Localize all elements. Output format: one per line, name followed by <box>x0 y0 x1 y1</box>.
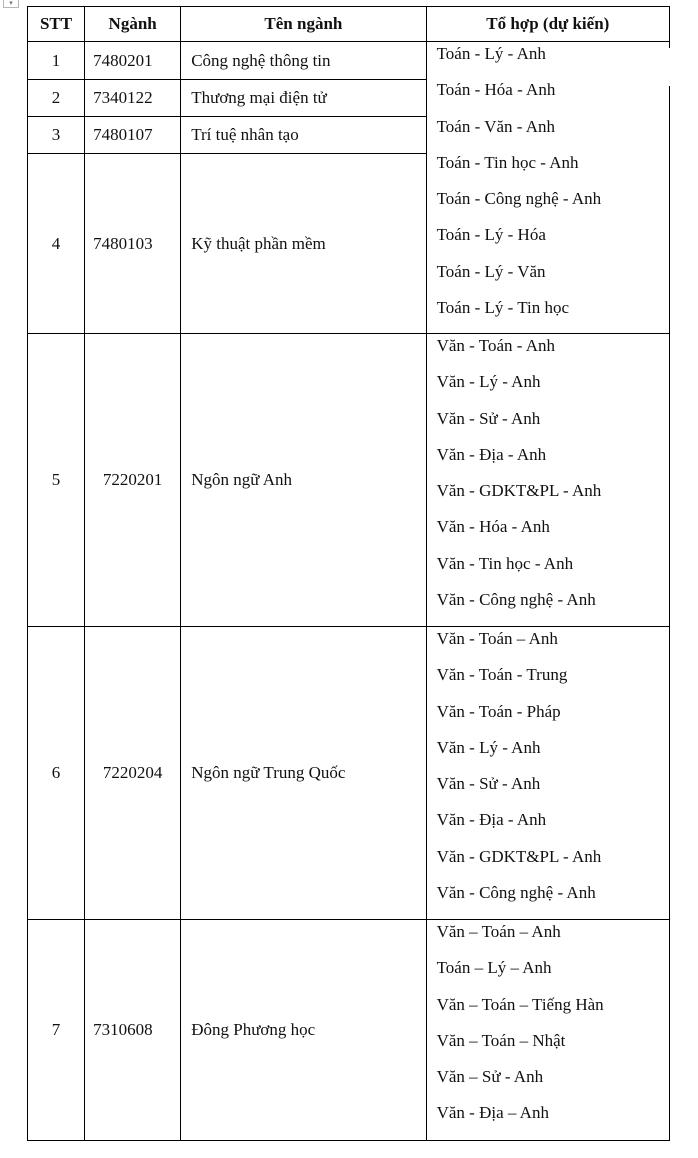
border-gap <box>668 48 672 86</box>
combo-item: Toán - Văn - Anh <box>436 116 556 136</box>
combo-item: Toán - Lý - Văn <box>436 261 546 281</box>
combo-item: Văn - GDKT&PL - Anh <box>436 846 602 866</box>
header-stt: STT <box>28 7 85 42</box>
combo-item: Văn - Công nghệ - Anh <box>436 883 596 903</box>
header-code: Ngành <box>85 7 181 42</box>
row-stt: 4 <box>28 154 85 334</box>
row-code: 7310608 <box>85 920 181 1141</box>
row-name: Đông Phương học <box>181 920 426 1141</box>
row-code: 7340122 <box>85 80 181 117</box>
row-name: Công nghệ thông tin <box>181 42 426 80</box>
combo-item: Văn - Toán - Anh <box>436 336 556 355</box>
combo-item: Văn - Tin học - Anh <box>436 553 574 573</box>
combo-item: Văn - Toán - Pháp <box>436 701 561 721</box>
row-stt: 5 <box>28 334 85 627</box>
row-code: 7480103 <box>85 154 181 334</box>
admission-table <box>27 6 670 1141</box>
combo-item: Toán - Lý - Tin học <box>436 298 570 318</box>
combo-item: Toán - Công nghệ - Anh <box>436 189 602 209</box>
row-stt: 2 <box>28 80 85 117</box>
table-move-handle-icon[interactable]: ▾ <box>3 0 19 8</box>
combo-item: Văn - Sử - Anh <box>436 408 541 428</box>
row-code: 7480201 <box>85 42 181 80</box>
combo-item: Văn – Sử - Anh <box>436 1067 544 1087</box>
combo-item: Văn – Toán – Nhật <box>436 1030 566 1050</box>
header-name: Tên ngành <box>181 7 426 42</box>
row-code: 7220204 <box>85 627 181 920</box>
table-row <box>28 42 670 80</box>
row-code: 7220201 <box>85 334 181 627</box>
row-name: Trí tuệ nhân tạo <box>181 117 426 154</box>
combo-item: Văn - Toán – Anh <box>436 629 558 648</box>
combo-item: Văn - GDKT&PL - Anh <box>436 481 602 501</box>
combo-item: Văn - Công nghệ - Anh <box>436 590 596 610</box>
table-row <box>28 334 670 627</box>
header-combos: Tổ hợp (dự kiến) <box>426 7 669 42</box>
table-row <box>28 627 670 920</box>
combo-item: Văn - Lý - Anh <box>436 372 541 392</box>
combo-item: Văn - Địa – Anh <box>436 1103 549 1123</box>
row-stt: 7 <box>28 920 85 1141</box>
row-name: Thương mại điện tử <box>181 80 426 117</box>
combo-group-1 <box>426 42 669 334</box>
row-stt: 1 <box>28 42 85 80</box>
combo-item: Văn – Toán – Anh <box>436 922 561 941</box>
row-name: Ngôn ngữ Trung Quốc <box>181 627 426 920</box>
combo-item: Toán - Lý - Anh <box>436 44 546 63</box>
combo-group-4 <box>426 920 669 1141</box>
combo-group-2 <box>426 334 669 627</box>
combo-item: Văn - Lý - Anh <box>436 737 541 757</box>
row-name: Kỹ thuật phần mềm <box>181 154 426 334</box>
row-stt: 3 <box>28 117 85 154</box>
combo-item: Văn - Hóa - Anh <box>436 517 550 537</box>
combo-item: Toán - Tin học - Anh <box>436 152 579 172</box>
combo-group-3 <box>426 627 669 920</box>
combo-item: Văn - Địa - Anh <box>436 444 547 464</box>
combo-item: Toán – Lý – Anh <box>436 958 552 978</box>
combo-item: Văn - Toán - Trung <box>436 665 568 685</box>
combo-item: Toán - Hóa - Anh <box>436 80 556 100</box>
table-row <box>28 920 670 1141</box>
combo-item: Toán - Lý - Hóa <box>436 225 546 245</box>
combo-item: Văn – Toán – Tiếng Hàn <box>436 994 604 1014</box>
combo-item: Văn - Địa - Anh <box>436 810 547 830</box>
row-stt: 6 <box>28 627 85 920</box>
combo-item: Văn - Sử - Anh <box>436 774 541 794</box>
row-name: Ngôn ngữ Anh <box>181 334 426 627</box>
row-code: 7480107 <box>85 117 181 154</box>
